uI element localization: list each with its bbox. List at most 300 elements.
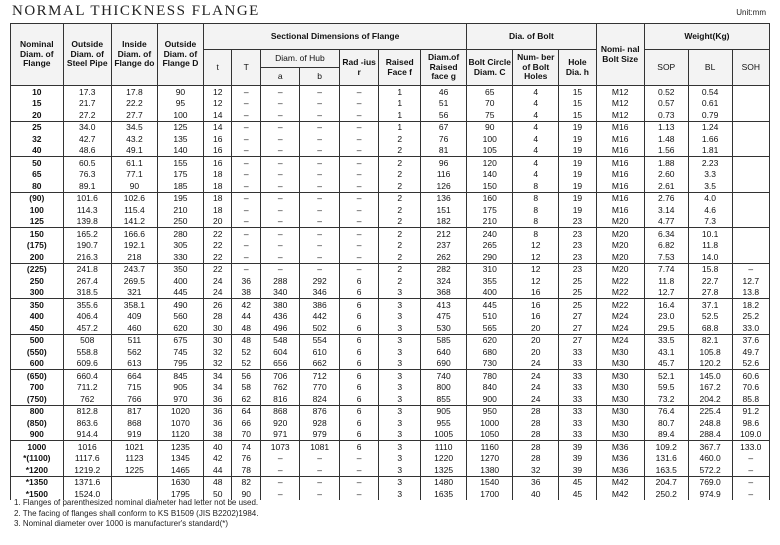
table-cell: 7.53 bbox=[644, 251, 688, 263]
table-cell: 1635 bbox=[421, 488, 467, 500]
table-row bbox=[11, 275, 770, 287]
table-row bbox=[11, 263, 770, 275]
table-cell: 367.7 bbox=[688, 441, 732, 453]
table-cell: M16 bbox=[596, 192, 644, 204]
table-cell: M22 bbox=[596, 275, 644, 287]
table-cell: 4 bbox=[513, 98, 559, 110]
table-cell: – bbox=[300, 464, 339, 476]
table-cell: 2.76 bbox=[644, 192, 688, 204]
table-cell: 20 bbox=[513, 322, 559, 334]
table-cell: 90 bbox=[467, 121, 513, 133]
table-cell: 210 bbox=[157, 204, 203, 216]
table-cell: 16 bbox=[203, 145, 232, 157]
table-cell: 1480 bbox=[421, 476, 467, 488]
table-cell: 0.79 bbox=[688, 109, 732, 121]
table-cell: 15 bbox=[559, 109, 596, 121]
table-cell: 28 bbox=[513, 441, 559, 453]
table-cell: M30 bbox=[596, 393, 644, 405]
table-cell: 18 bbox=[203, 169, 232, 181]
table-cell: 19 bbox=[559, 133, 596, 145]
table-cell: 20 bbox=[203, 216, 232, 228]
table-cell: 225.4 bbox=[688, 405, 732, 417]
table-cell: 2 bbox=[379, 240, 421, 252]
table-row bbox=[11, 145, 770, 157]
table-cell: – bbox=[260, 240, 299, 252]
table-cell: 1.24 bbox=[688, 121, 732, 133]
table-cell: 700 bbox=[11, 382, 64, 394]
table-cell bbox=[732, 192, 769, 204]
table-cell: M22 bbox=[596, 287, 644, 299]
table-cell: 6 bbox=[339, 311, 378, 323]
table-cell: 824 bbox=[300, 393, 339, 405]
table-cell: – bbox=[339, 263, 378, 275]
header-hole-dia: Hole Dia. h bbox=[559, 50, 596, 86]
table-cell: 100 bbox=[467, 133, 513, 145]
table-cell: 190.7 bbox=[63, 240, 111, 252]
table-cell: 2 bbox=[379, 133, 421, 145]
table-cell: *1200 bbox=[11, 464, 64, 476]
table-cell: 12 bbox=[203, 98, 232, 110]
table-cell: 19 bbox=[559, 121, 596, 133]
header-sop: SOP bbox=[644, 50, 688, 86]
table-cell: 28 bbox=[513, 429, 559, 441]
header-diam-raised: Diam.of Raised face g bbox=[421, 50, 467, 86]
table-cell: 905 bbox=[157, 382, 203, 394]
flange-table bbox=[10, 23, 770, 500]
table-cell: 3 bbox=[379, 441, 421, 453]
table-cell: 840 bbox=[467, 382, 513, 394]
table-cell: 10.1 bbox=[688, 228, 732, 240]
table-cell: 23 bbox=[559, 240, 596, 252]
table-cell: 65 bbox=[467, 86, 513, 98]
table-cell: 1225 bbox=[111, 464, 157, 476]
table-cell: 82.1 bbox=[688, 334, 732, 346]
table-cell: 4.77 bbox=[644, 216, 688, 228]
table-cell: 572.2 bbox=[688, 464, 732, 476]
table-cell: 19 bbox=[559, 145, 596, 157]
header-b: b bbox=[300, 68, 339, 86]
table-cell: – bbox=[300, 109, 339, 121]
table-cell: 6 bbox=[339, 382, 378, 394]
table-cell: 56 bbox=[232, 370, 261, 382]
table-cell: 6.82 bbox=[644, 240, 688, 252]
table-cell: 33 bbox=[559, 405, 596, 417]
table-cell: 11.8 bbox=[644, 275, 688, 287]
table-cell: 155 bbox=[157, 157, 203, 169]
table-cell: 89.4 bbox=[644, 429, 688, 441]
table-cell: 27.8 bbox=[688, 287, 732, 299]
table-cell: 442 bbox=[300, 311, 339, 323]
table-cell: 267.4 bbox=[63, 275, 111, 287]
table-cell: 139.8 bbox=[63, 216, 111, 228]
table-cell: 39 bbox=[559, 453, 596, 465]
table-row bbox=[11, 405, 770, 417]
table-cell: 675 bbox=[157, 334, 203, 346]
table-cell: – bbox=[232, 228, 261, 240]
table-cell: 324 bbox=[421, 275, 467, 287]
table-cell: 3 bbox=[379, 453, 421, 465]
table-cell: *1500 bbox=[11, 488, 64, 500]
table-cell: – bbox=[300, 251, 339, 263]
table-row bbox=[11, 453, 770, 465]
table-cell: 25 bbox=[559, 287, 596, 299]
table-cell: 15 bbox=[559, 86, 596, 98]
table-cell: – bbox=[232, 240, 261, 252]
table-cell: 50 bbox=[11, 157, 64, 169]
table-cell: – bbox=[260, 133, 299, 145]
table-cell: 2 bbox=[379, 216, 421, 228]
table-cell: 19 bbox=[559, 169, 596, 181]
table-cell: 730 bbox=[467, 358, 513, 370]
table-cell: 218 bbox=[111, 251, 157, 263]
table-cell: 27.7 bbox=[111, 109, 157, 121]
table-cell: 120.2 bbox=[688, 358, 732, 370]
table-cell: 1630 bbox=[157, 476, 203, 488]
header-raised-face: Raised Face f bbox=[379, 50, 421, 86]
footnote: 3. Nominal diameter over 1000 is manufacturer's standard(*) bbox=[14, 519, 229, 528]
table-cell: 26 bbox=[203, 299, 232, 311]
table-cell: 3 bbox=[379, 346, 421, 358]
table-cell: – bbox=[300, 192, 339, 204]
table-cell: 2 bbox=[379, 204, 421, 216]
table-cell: – bbox=[339, 169, 378, 181]
table-cell: – bbox=[300, 204, 339, 216]
table-cell: 3 bbox=[379, 299, 421, 311]
table-cell: 6 bbox=[339, 429, 378, 441]
table-cell: 19 bbox=[559, 180, 596, 192]
table-cell: 346 bbox=[300, 287, 339, 299]
table-cell: 16 bbox=[203, 133, 232, 145]
table-cell: 90 bbox=[157, 86, 203, 98]
table-cell: 27 bbox=[559, 334, 596, 346]
table-cell: – bbox=[260, 121, 299, 133]
table-cell: 8 bbox=[513, 180, 559, 192]
table-cell: M30 bbox=[596, 405, 644, 417]
table-cell: 6 bbox=[339, 441, 378, 453]
table-cell: 126 bbox=[421, 180, 467, 192]
table-cell: 80.7 bbox=[644, 417, 688, 429]
table-cell: – bbox=[732, 453, 769, 465]
table-cell: 70.6 bbox=[732, 382, 769, 394]
table-cell: – bbox=[300, 121, 339, 133]
table-cell: 243.7 bbox=[111, 263, 157, 275]
table-cell: 18.2 bbox=[732, 299, 769, 311]
table-cell: 23 bbox=[559, 228, 596, 240]
header-bolt-circle: Bolt Circle Diam. C bbox=[467, 50, 513, 86]
table-cell: – bbox=[232, 133, 261, 145]
table-cell: 250 bbox=[157, 216, 203, 228]
table-cell: 105.8 bbox=[688, 346, 732, 358]
table-cell: 33.0 bbox=[732, 322, 769, 334]
table-cell: 22 bbox=[203, 263, 232, 275]
table-cell: 292 bbox=[300, 275, 339, 287]
table-cell: 20 bbox=[11, 109, 64, 121]
table-cell: 3 bbox=[379, 429, 421, 441]
table-cell: 248.8 bbox=[688, 417, 732, 429]
table-cell: – bbox=[260, 464, 299, 476]
table-cell: 33 bbox=[559, 417, 596, 429]
table-cell: 33 bbox=[559, 382, 596, 394]
table-cell: M20 bbox=[596, 216, 644, 228]
table-row bbox=[11, 464, 770, 476]
table-cell: (850) bbox=[11, 417, 64, 429]
table-cell: 51 bbox=[421, 98, 467, 110]
table-cell: 22 bbox=[203, 228, 232, 240]
footnotes bbox=[14, 498, 258, 530]
table-cell: 4 bbox=[513, 169, 559, 181]
table-cell: – bbox=[339, 476, 378, 488]
table-cell: 70 bbox=[232, 429, 261, 441]
table-cell: 640 bbox=[421, 346, 467, 358]
table-row bbox=[11, 192, 770, 204]
table-cell: 73.2 bbox=[644, 393, 688, 405]
table-cell: 44 bbox=[232, 311, 261, 323]
table-cell: *1350 bbox=[11, 476, 64, 488]
table-cell: 868 bbox=[260, 405, 299, 417]
table-cell: 0.52 bbox=[644, 86, 688, 98]
table-cell: 42 bbox=[203, 453, 232, 465]
table-cell: 1540 bbox=[467, 476, 513, 488]
table-cell: 16.4 bbox=[644, 299, 688, 311]
table-cell: 3 bbox=[379, 382, 421, 394]
table-cell: – bbox=[232, 109, 261, 121]
table-cell: 30 bbox=[203, 334, 232, 346]
table-cell: – bbox=[339, 240, 378, 252]
table-row bbox=[11, 228, 770, 240]
table-cell: 68.8 bbox=[688, 322, 732, 334]
table-cell: – bbox=[339, 145, 378, 157]
table-cell: 52 bbox=[232, 358, 261, 370]
table-cell: 185 bbox=[157, 180, 203, 192]
table-cell: 548 bbox=[260, 334, 299, 346]
table-cell: 970 bbox=[157, 393, 203, 405]
table-cell: 950 bbox=[467, 405, 513, 417]
table-cell: M20 bbox=[596, 228, 644, 240]
table-cell: M16 bbox=[596, 145, 644, 157]
table-cell: 22 bbox=[203, 240, 232, 252]
table-cell: 90 bbox=[232, 488, 261, 500]
table-cell: 96 bbox=[421, 157, 467, 169]
table-cell: 511 bbox=[111, 334, 157, 346]
table-cell bbox=[732, 169, 769, 181]
table-cell: 160 bbox=[467, 192, 513, 204]
table-cell: 876 bbox=[300, 405, 339, 417]
table-cell: 2 bbox=[379, 192, 421, 204]
table-cell: 10 bbox=[11, 86, 64, 98]
table-cell: – bbox=[260, 157, 299, 169]
table-cell: M16 bbox=[596, 157, 644, 169]
table-cell: 609.6 bbox=[63, 358, 111, 370]
table-cell: 613 bbox=[111, 358, 157, 370]
table-cell: 6 bbox=[339, 417, 378, 429]
table-cell: 40 bbox=[11, 145, 64, 157]
table-cell: 711.2 bbox=[63, 382, 111, 394]
table-cell: 971 bbox=[260, 429, 299, 441]
table-cell: 3 bbox=[379, 358, 421, 370]
table-cell: 1123 bbox=[111, 453, 157, 465]
table-cell: 1070 bbox=[157, 417, 203, 429]
table-cell: 2 bbox=[379, 180, 421, 192]
header-a: a bbox=[260, 68, 299, 86]
table-cell: 24 bbox=[203, 275, 232, 287]
table-cell: 136 bbox=[421, 192, 467, 204]
table-cell: – bbox=[260, 86, 299, 98]
table-cell: 125 bbox=[157, 121, 203, 133]
table-cell bbox=[732, 157, 769, 169]
table-cell: 1110 bbox=[421, 441, 467, 453]
table-cell: 0.57 bbox=[644, 98, 688, 110]
table-cell: 604 bbox=[260, 346, 299, 358]
table-cell: 1160 bbox=[467, 441, 513, 453]
table-cell: 855 bbox=[421, 393, 467, 405]
table-cell: 18 bbox=[203, 204, 232, 216]
table-cell: 36 bbox=[203, 417, 232, 429]
table-cell: 12 bbox=[513, 240, 559, 252]
table-cell: 1.88 bbox=[644, 157, 688, 169]
table-cell: – bbox=[260, 488, 299, 500]
table-cell: 125 bbox=[11, 216, 64, 228]
table-cell: 38 bbox=[232, 287, 261, 299]
table-cell: 150 bbox=[11, 228, 64, 240]
table-cell: 1073 bbox=[260, 441, 299, 453]
table-cell: 14.0 bbox=[688, 251, 732, 263]
table-cell: 39 bbox=[559, 441, 596, 453]
table-cell: 745 bbox=[157, 346, 203, 358]
table-cell: 32 bbox=[203, 358, 232, 370]
table-cell: 12 bbox=[513, 251, 559, 263]
table-cell: 1 bbox=[379, 86, 421, 98]
table-cell: 355 bbox=[467, 275, 513, 287]
table-cell: M30 bbox=[596, 346, 644, 358]
table-cell: 318.5 bbox=[63, 287, 111, 299]
table-cell: 24 bbox=[513, 382, 559, 394]
table-cell: – bbox=[260, 98, 299, 110]
table-cell: 600 bbox=[11, 358, 64, 370]
table-cell: 262 bbox=[421, 251, 467, 263]
table-cell: 979 bbox=[300, 429, 339, 441]
table-cell: 37.1 bbox=[688, 299, 732, 311]
table-cell: 163.5 bbox=[644, 464, 688, 476]
table-cell: 305 bbox=[157, 240, 203, 252]
table-cell: 762 bbox=[63, 393, 111, 405]
table-cell: 1081 bbox=[300, 441, 339, 453]
table-cell: 133.0 bbox=[732, 441, 769, 453]
table-cell: 151 bbox=[421, 204, 467, 216]
table-cell: 380 bbox=[260, 299, 299, 311]
table-cell: 22.2 bbox=[111, 98, 157, 110]
table-cell: 2.61 bbox=[644, 180, 688, 192]
table-cell: 101.6 bbox=[63, 192, 111, 204]
table-cell: – bbox=[232, 169, 261, 181]
table-cell: 192.1 bbox=[111, 240, 157, 252]
table-cell: – bbox=[232, 180, 261, 192]
table-cell bbox=[732, 86, 769, 98]
table-cell: M16 bbox=[596, 204, 644, 216]
table-cell: – bbox=[300, 263, 339, 275]
table-cell: – bbox=[300, 86, 339, 98]
table-cell: 530 bbox=[421, 322, 467, 334]
table-cell: 620 bbox=[157, 322, 203, 334]
table-cell: – bbox=[232, 98, 261, 110]
table-cell: – bbox=[339, 98, 378, 110]
table-cell: 3.14 bbox=[644, 204, 688, 216]
table-cell: – bbox=[300, 169, 339, 181]
table-cell: 766 bbox=[111, 393, 157, 405]
table-cell: 49.1 bbox=[111, 145, 157, 157]
table-cell: 17.8 bbox=[111, 86, 157, 98]
table-cell: 1700 bbox=[467, 488, 513, 500]
table-cell: 0.54 bbox=[688, 86, 732, 98]
table-cell: 358.1 bbox=[111, 299, 157, 311]
table-cell: 795 bbox=[157, 358, 203, 370]
table-cell: – bbox=[300, 453, 339, 465]
table-cell: M24 bbox=[596, 322, 644, 334]
table-cell: 12.7 bbox=[732, 275, 769, 287]
table-cell bbox=[732, 121, 769, 133]
table-cell: 33 bbox=[559, 370, 596, 382]
table-cell: 928 bbox=[300, 417, 339, 429]
table-cell: 36 bbox=[203, 405, 232, 417]
table-cell: 58 bbox=[232, 382, 261, 394]
table-row bbox=[11, 98, 770, 110]
table-cell: 350 bbox=[11, 299, 64, 311]
table-cell: 769.0 bbox=[688, 476, 732, 488]
table-cell: 1 bbox=[379, 121, 421, 133]
table-cell: 800 bbox=[11, 405, 64, 417]
table-cell: 4 bbox=[513, 133, 559, 145]
table-cell: 460 bbox=[111, 322, 157, 334]
table-cell: M20 bbox=[596, 251, 644, 263]
table-cell: 43.2 bbox=[111, 133, 157, 145]
table-cell: 1120 bbox=[157, 429, 203, 441]
table-cell: 664 bbox=[111, 370, 157, 382]
table-cell: 740 bbox=[421, 370, 467, 382]
table-cell: 45.7 bbox=[644, 358, 688, 370]
table-cell: 14 bbox=[203, 109, 232, 121]
table-cell: 167.2 bbox=[688, 382, 732, 394]
table-cell: 715 bbox=[111, 382, 157, 394]
table-row bbox=[11, 417, 770, 429]
table-cell: 1050 bbox=[467, 429, 513, 441]
table-row bbox=[11, 476, 770, 488]
table-cell: 36 bbox=[203, 393, 232, 405]
table-cell: 6 bbox=[339, 358, 378, 370]
table-cell: 6.34 bbox=[644, 228, 688, 240]
table-cell: 23 bbox=[559, 251, 596, 263]
table-cell: (175) bbox=[11, 240, 64, 252]
table-cell: 265 bbox=[467, 240, 513, 252]
table-cell: – bbox=[300, 488, 339, 500]
table-cell: 558.8 bbox=[63, 346, 111, 358]
table-cell: (90) bbox=[11, 192, 64, 204]
table-cell: 250 bbox=[11, 275, 64, 287]
header-weight: Weight(Kg) bbox=[644, 24, 769, 50]
table-cell: 554 bbox=[300, 334, 339, 346]
footnote: 1. Flanges of parenthesized nominal diameter had letter not be used. bbox=[14, 498, 259, 507]
table-cell: 4.6 bbox=[688, 204, 732, 216]
table-cell: 585 bbox=[421, 334, 467, 346]
table-cell: 812.8 bbox=[63, 405, 111, 417]
table-cell: 14 bbox=[203, 121, 232, 133]
table-cell: 1345 bbox=[157, 453, 203, 465]
table-cell: 109.0 bbox=[732, 429, 769, 441]
table-cell: 1005 bbox=[421, 429, 467, 441]
table-cell: (550) bbox=[11, 346, 64, 358]
table-cell: 330 bbox=[157, 251, 203, 263]
table-cell: 22.7 bbox=[688, 275, 732, 287]
table-cell: 61.1 bbox=[111, 157, 157, 169]
table-row bbox=[11, 157, 770, 169]
